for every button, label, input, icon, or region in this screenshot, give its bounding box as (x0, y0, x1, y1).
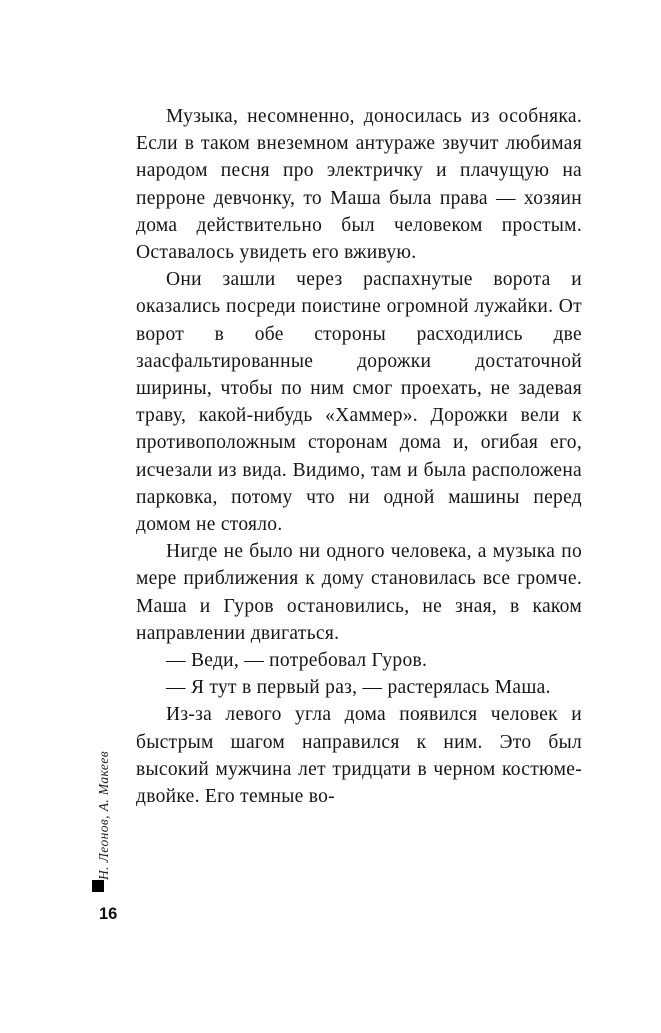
black-square-marker (92, 880, 104, 892)
paragraph: Они зашли через распахнутые ворота и оказались посреди поистине огромной лужайки. От ворот в обе стороны расходились две заасфальтированные дорожки достаточной ширины, чтобы по ним смог проехать, не задевая траву, какой-нибудь «Хаммер». Дорожки вели к противоположным сторонам дома и, огибая его, исчезали из вида. Видимо, там и была расположена парковка, потому что ни одной машины перед домом не стояло. (136, 269, 582, 536)
sidebar-authors-vertical-text: Н. Леонов, А. Макеев (96, 751, 111, 880)
paragraph: Нигде не было ни одного человека, а музыка по мере приближения к дому становилась все громче. Маша и Гуров остановились, не зная, в каком направлении двигаться. (136, 541, 582, 644)
body-text-block (136, 103, 582, 810)
paragraph: Музыка, несомненно, доносилась из особняка. Если в таком внеземном антураже звучит любимая народом песня про электричку и плачущую на перроне девчонку, то Маша была права — хозяин дома действительно был человеком простым. Оставалось увидеть его вживую. (136, 106, 582, 264)
page-number: 16 (99, 905, 118, 923)
paragraph-dialogue: — Я тут в первый раз, — растерялась Маша. (166, 677, 551, 699)
paragraph-dialogue: — Веди, — потребовал Гуров. (166, 650, 428, 672)
paragraph: Из-за левого угла дома появился человек и быстрым шагом направился к ним. Это был высокий мужчина лет тридцати в черном костюме-двойке. Его темные во- (136, 704, 582, 808)
